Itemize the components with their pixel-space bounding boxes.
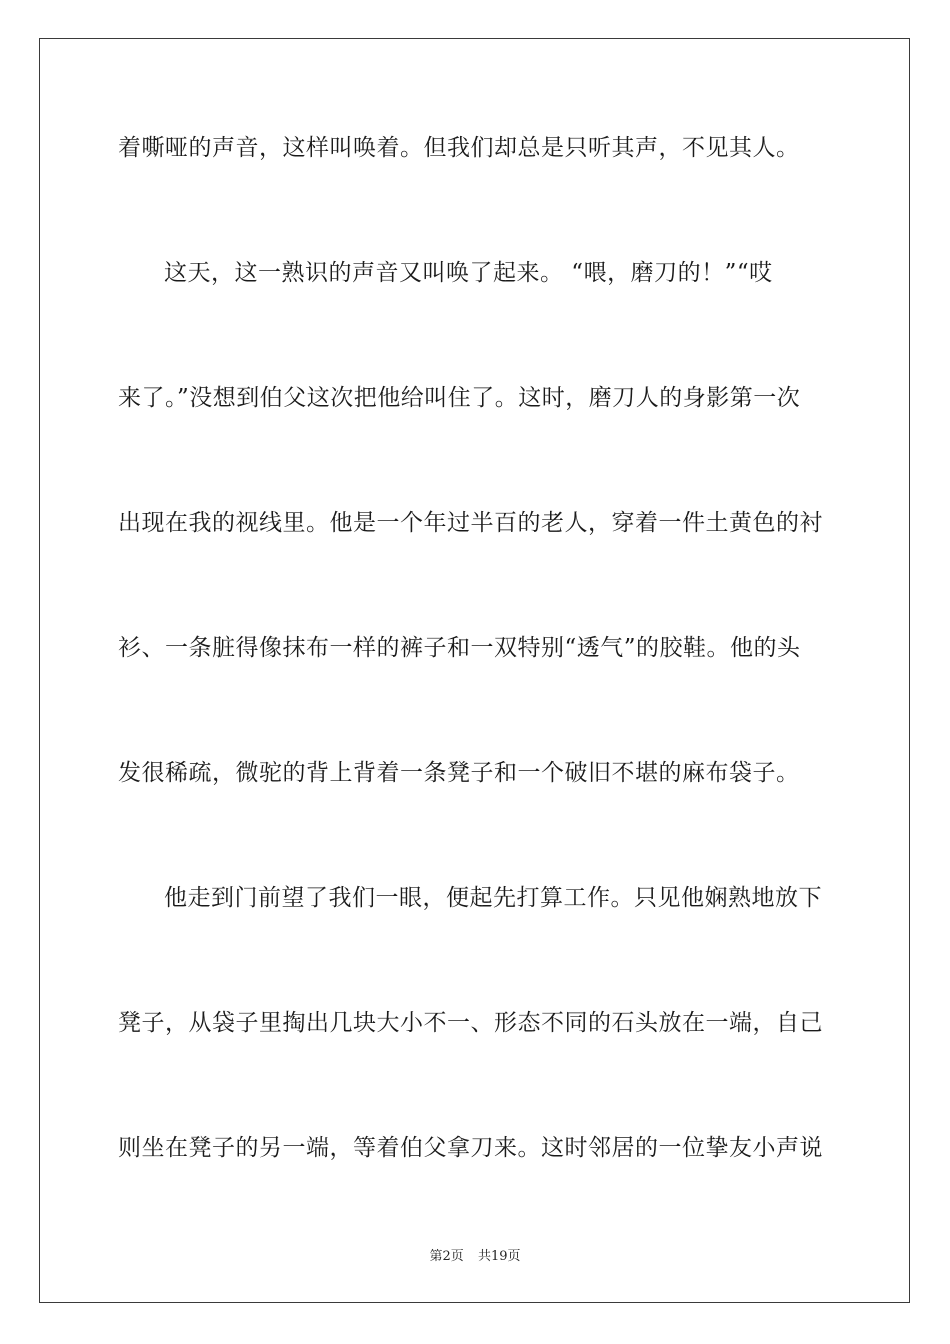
body-line-9: 则坐在凳子的另一端，等着伯父拿刀来。这时邻居的一位挚友小声说 (118, 1135, 823, 1161)
body-line-6: 发很稀疏，微驼的背上背着一条凳子和一个破旧不堪的麻布袋子。 (118, 760, 800, 786)
page-border (39, 38, 910, 1303)
body-line-5: 衫、一条脏得像抹布一样的裤子和一双特别“透气”的胶鞋。他的头 (118, 635, 801, 661)
body-line-1: 着嘶哑的声音，这样叫唤着。但我们却总是只听其声，不见其人。 (118, 135, 800, 161)
body-line-8: 凳子，从袋子里掏出几块大小不一、形态不同的石头放在一端，自己 (118, 1010, 823, 1036)
page-number: 第2页 (429, 1249, 464, 1264)
body-line-7-paragraph-start: 他走到门前望了我们一眼，便起先打算工作。只见他娴熟地放下 (164, 885, 822, 911)
page-total: 共19页 (477, 1249, 521, 1264)
page-footer (0, 1248, 950, 1266)
body-line-3: 来了。”没想到伯父这次把他给叫住了。这时，磨刀人的身影第一次 (118, 385, 801, 411)
body-line-2-paragraph-start: 这天，这一熟识的声音又叫唤了起来。 “喂，磨刀的！”“哎 (164, 260, 773, 286)
body-line-4: 出现在我的视线里。他是一个年过半百的老人，穿着一件土黄色的衬 (118, 510, 823, 536)
